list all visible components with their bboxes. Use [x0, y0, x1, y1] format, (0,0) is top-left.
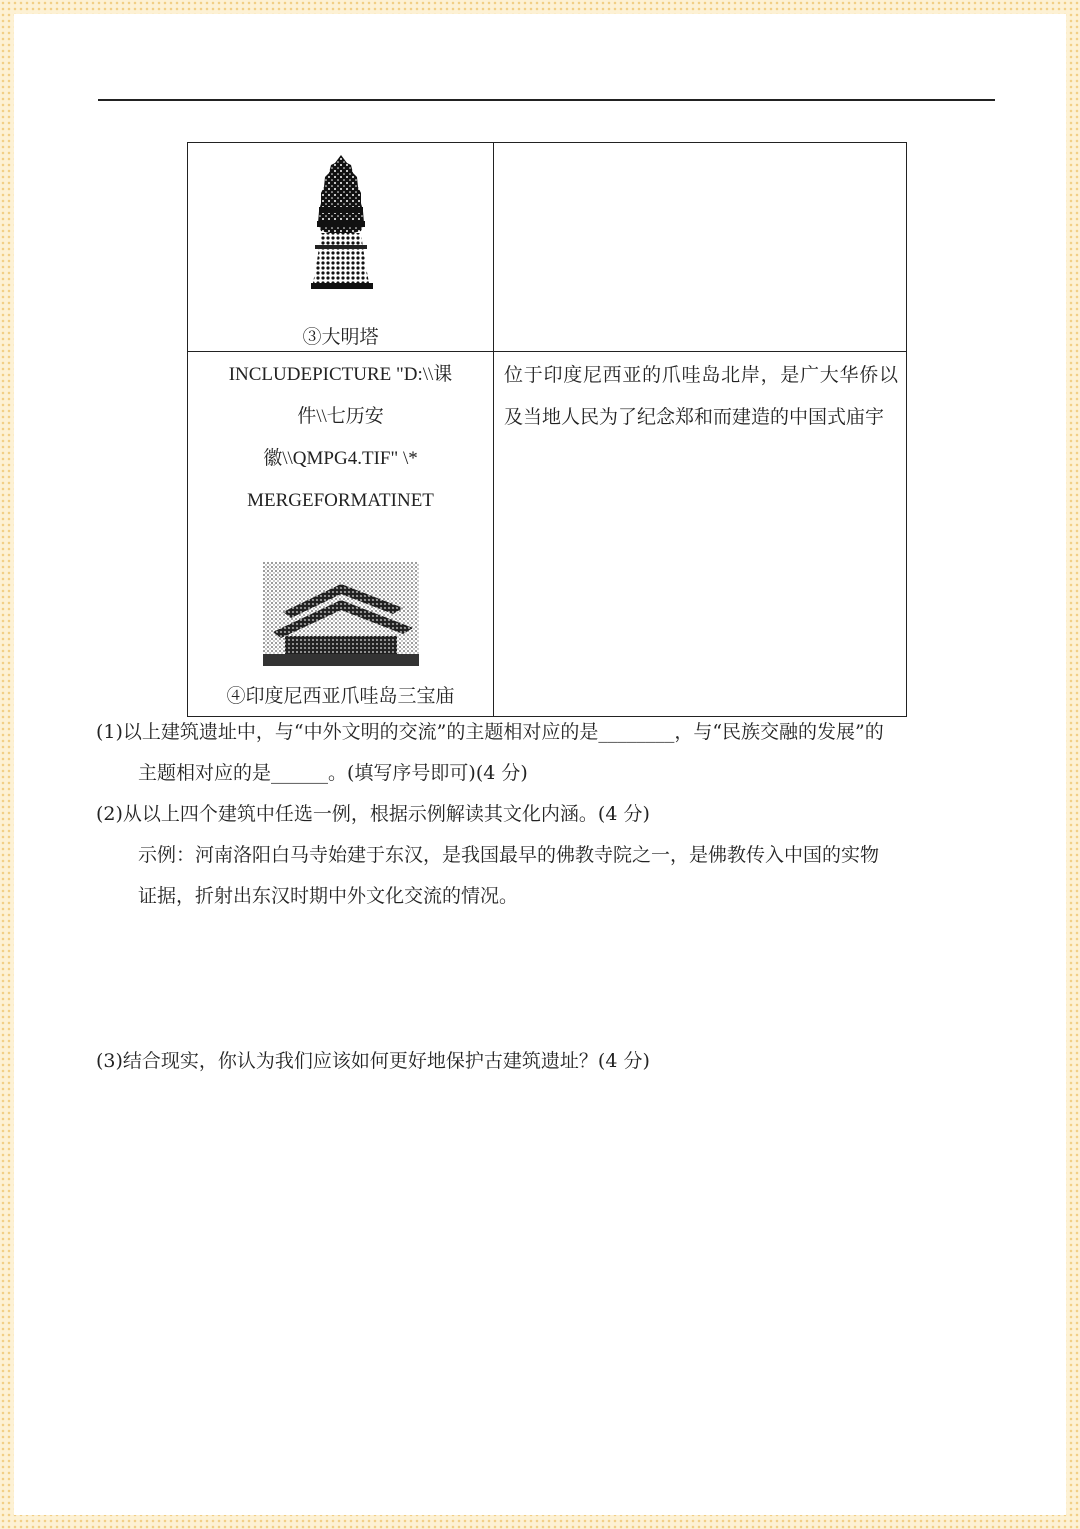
field-code-line: 徽\\QMPG4.TIF" \* — [263, 448, 418, 469]
field-code-text — [188, 352, 493, 522]
image-caption: ③大明塔 — [302, 326, 379, 348]
sanbao-temple-image — [188, 562, 493, 674]
worksheet-page — [14, 14, 1066, 1515]
question-2-example-line-2: 证据，折射出东汉时期中外文化交流的情况。 — [138, 885, 519, 907]
field-code-line: MERGEFORMATINET — [247, 490, 434, 511]
image-caption: ④印度尼西亚爪哇岛三宝庙 — [226, 685, 455, 707]
field-code-line: 件\\七历安 — [297, 406, 384, 427]
description-cell — [494, 352, 907, 717]
description-cell — [494, 143, 907, 352]
question-3: (3)结合现实，你认为我们应该如何更好地保护古建筑遗址？(4 分) — [96, 1050, 650, 1072]
description-text — [494, 143, 906, 145]
image-cell — [188, 143, 494, 352]
image-cell — [188, 352, 494, 717]
question-2: (2)从以上四个建筑中任选一例，根据示例解读其文化内涵。(4 分) — [96, 803, 650, 825]
table-row — [188, 143, 907, 352]
question-1-line-1: (1)以上建筑遗址中，与“中外文明的交流”的主题相对应的是________，与“民族交融的发展”的 — [96, 721, 884, 743]
field-code-line: INCLUDEPICTURE "D:\\课 — [228, 364, 453, 385]
damingta-pagoda-image — [188, 143, 493, 319]
question-2-example-line-1: 示例：河南洛阳白马寺始建于东汉，是我国最早的佛教寺院之一，是佛教传入中国的实物 — [138, 844, 880, 866]
table-row — [188, 352, 907, 717]
header-rule — [98, 99, 995, 101]
question-1-line-2: 主题相对应的是______。(填写序号即可)(4 分) — [138, 762, 528, 784]
description-text: 位于印度尼西亚的爪哇岛北岸，是广大华侨以及当地人民为了纪念郑和而建造的中国式庙宇 — [504, 364, 898, 428]
questions-block — [96, 712, 996, 917]
buildings-table — [187, 142, 907, 717]
